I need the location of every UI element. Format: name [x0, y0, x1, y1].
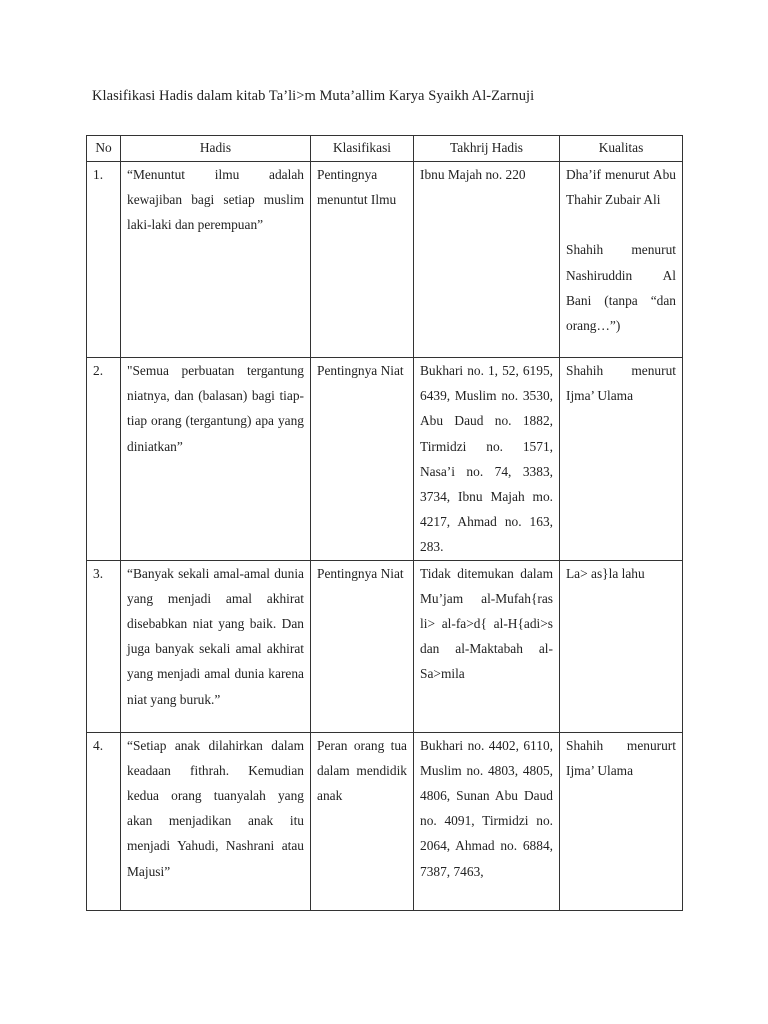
hadis-text: “Setiap anak dilahirkan dalam keadaan fithrah. Kemudian kedua orang tuanyalah yang akan menjadikan anak itu menjadi Yahudi, Nashrani atau Majusi” — [121, 732, 311, 910]
row-number: 3. — [87, 560, 121, 732]
row-number: 1. — [87, 162, 121, 358]
column-header-takhrij: Takhrij Hadis — [414, 136, 560, 162]
klasifikasi-text: Peran orang tua dalam mendidik anak — [311, 732, 414, 910]
row-number: 4. — [87, 732, 121, 910]
klasifikasi-text: Pentingnya menuntut Ilmu — [311, 162, 414, 358]
table-header-row — [87, 136, 683, 162]
klasifikasi-text: Pentingnya Niat — [311, 560, 414, 732]
kualitas-text: Shahih menurut Nashiruddin Al Bani (tanpa “dan orang…”) — [566, 242, 676, 334]
hadis-text: "Semua perbuatan tergantung niatnya, dan (balasan) bagi tiap-tiap orang (tergantung) apa yang diniatkan” — [121, 358, 311, 561]
takhrij-text: Bukhari no. 4402, 6110, Muslim no. 4803, 4805, 4806, Sunan Abu Daud no. 4091, Tirmidzi no. 2064, Ahmad no. 6884, 7387, 7463, — [414, 732, 560, 910]
takhrij-text: Bukhari no. 1, 52, 6195, 6439, Muslim no. 3530, Abu Daud no. 1882, Tirmidzi no. 1571, Nasa’i no. 74, 3383, 3734, Ibnu Majah mo. 4217, Ahmad no. 163, 283. — [414, 358, 560, 561]
column-header-hadis: Hadis — [121, 136, 311, 162]
page-title: Klasifikasi Hadis dalam kitab Ta’li>m Muta’allim Karya Syaikh Al-Zarnuji — [92, 88, 535, 104]
table-row — [87, 358, 683, 561]
table-row — [87, 162, 683, 358]
kualitas-cell — [560, 560, 683, 732]
takhrij-text: Ibnu Majah no. 220 — [414, 162, 560, 358]
column-header-klasifikasi: Klasifikasi — [311, 136, 414, 162]
kualitas-text: Dha’if menurut Abu Thahir Zubair Ali — [566, 167, 676, 208]
hadis-classification-table — [86, 135, 683, 911]
column-header-no: No — [87, 136, 121, 162]
hadis-text: “Menuntut ilmu adalah kewajiban bagi setiap muslim laki-laki dan perempuan” — [121, 162, 311, 358]
kualitas-text: Shahih menururt Ijma’ Ulama — [566, 737, 676, 778]
kualitas-cell — [560, 358, 683, 561]
kualitas-cell — [560, 162, 683, 358]
column-header-kualitas: Kualitas — [560, 136, 683, 162]
klasifikasi-text: Pentingnya Niat — [311, 358, 414, 561]
row-number: 2. — [87, 358, 121, 561]
kualitas-cell — [560, 732, 683, 910]
kualitas-text: La> as}la lahu — [566, 565, 645, 581]
takhrij-text: Tidak ditemukan dalam Mu’jam al-Mufah{ras li> al-fa>d{ al-H{adi>s dan al-Maktabah al-Sa>mila — [414, 560, 560, 732]
table-row — [87, 560, 683, 732]
kualitas-text: Shahih menurut Ijma’ Ulama — [566, 363, 676, 404]
table-row — [87, 732, 683, 910]
hadis-text: “Banyak sekali amal-amal dunia yang menjadi amal akhirat disebabkan niat yang baik. Dan juga banyak sekali amal akhirat yang menjadi amal dunia karena niat yang buruk.” — [121, 560, 311, 732]
